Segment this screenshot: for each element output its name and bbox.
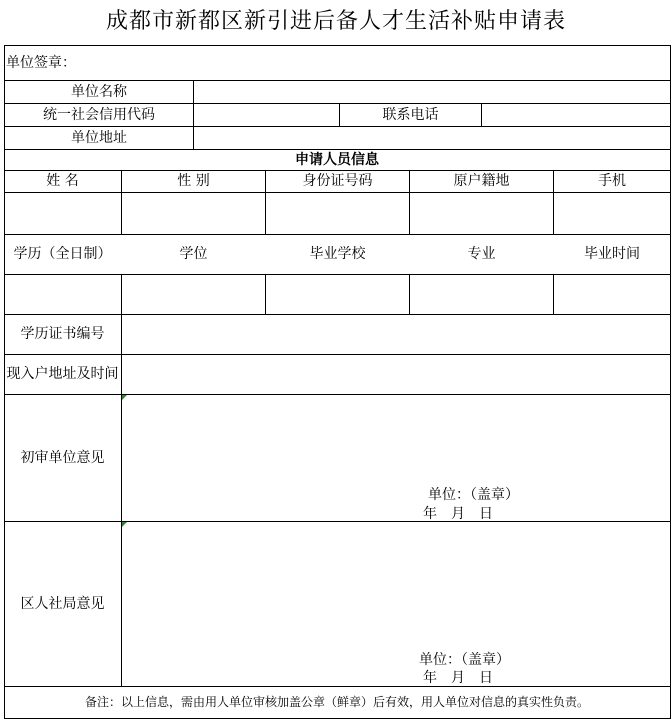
header-id-number: 身份证号码 [302, 173, 373, 189]
gender-field[interactable] [122, 193, 265, 234]
district-review-field[interactable] [122, 522, 670, 647]
credit-code-label: 统一社会信用代码 [43, 106, 155, 123]
phone-label: 联系电话 [382, 106, 439, 123]
unit-address-field[interactable] [194, 127, 670, 149]
degree-field[interactable] [122, 275, 265, 314]
residence-label: 现入户地址及时间 [6, 366, 119, 382]
initial-review-seal: 单位：（盖章） [428, 486, 519, 503]
header-graduation-time: 毕业时间 [584, 246, 640, 262]
unit-name-field[interactable] [194, 81, 670, 103]
header-education: 学历（全日制） [13, 246, 112, 262]
unit-address-label: 单位地址 [71, 129, 127, 146]
header-gender: 性 别 [177, 173, 210, 189]
school-field[interactable] [266, 275, 409, 314]
major-field[interactable] [410, 275, 553, 314]
id-number-field[interactable] [266, 193, 409, 234]
initial-review-date: 年 月 日 [423, 505, 493, 522]
district-review-label: 区人社局意见 [20, 595, 105, 612]
header-origin-residence: 原户籍地 [453, 173, 510, 189]
header-major: 专业 [467, 246, 496, 262]
district-review-date: 年 月 日 [423, 669, 493, 686]
form-title: 成都市新都区新引进后备人才生活补贴申请表 [105, 9, 566, 34]
unit-seal-label: 单位签章： [6, 54, 76, 71]
initial-review-label: 初审单位意见 [20, 449, 105, 466]
header-school: 毕业学校 [309, 246, 366, 262]
header-mobile: 手机 [598, 173, 626, 189]
education-field[interactable] [4, 275, 121, 314]
header-degree: 学位 [179, 246, 208, 262]
district-review-seal: 单位：（盖章） [419, 651, 510, 668]
initial-review-field[interactable] [122, 395, 670, 485]
header-name: 姓 名 [46, 173, 79, 189]
residence-field[interactable] [122, 355, 670, 394]
footnote: 备注：以上信息，需由用人单位审核加盖公章（鲜章）后有效，用人单位对信息的真实性负责。 [84, 695, 589, 709]
origin-residence-field[interactable] [410, 193, 553, 234]
name-field[interactable] [4, 193, 121, 234]
mobile-field[interactable] [554, 193, 670, 234]
grid-line [670, 45, 671, 718]
applicant-section-title: 申请人员信息 [295, 151, 379, 168]
unit-name-label: 单位名称 [71, 83, 127, 100]
graduation-time-field[interactable] [554, 275, 670, 314]
credit-code-field[interactable] [194, 104, 339, 126]
phone-field[interactable] [482, 104, 670, 126]
cert-no-label: 学历证书编号 [20, 326, 105, 342]
cert-no-field[interactable] [122, 315, 670, 354]
